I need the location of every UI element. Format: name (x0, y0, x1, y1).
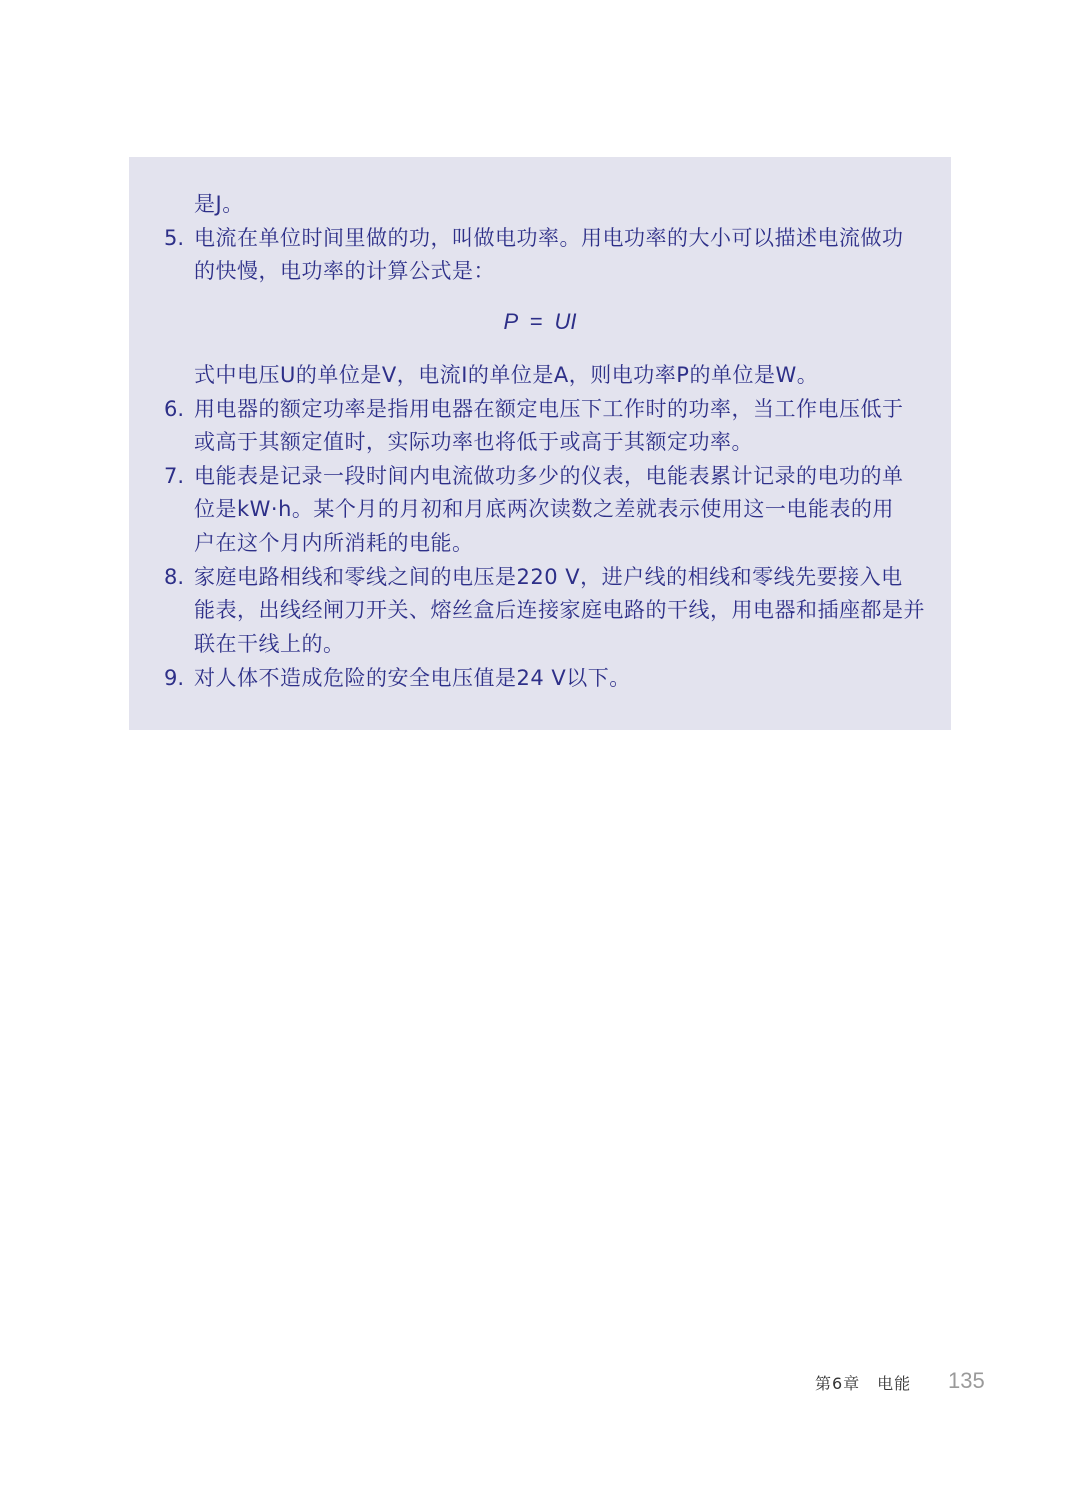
formula-note: 式中电压U的单位是V，电流I的单位是A，则电功率P的单位是W。 (194, 363, 819, 387)
item-9-line-1: 对人体不造成危险的安全电压值是24 V以下。 (194, 666, 631, 690)
item-8-line-1: 家庭电路相线和零线之间的电压是220 V，进户线的相线和零线先要接入电 (194, 565, 903, 589)
item-6-line-1: 用电器的额定功率是指用电器在额定电压下工作时的功率，当工作电压低于 (194, 397, 904, 421)
item-number: 6. (164, 397, 185, 421)
power-formula: P = UI (503, 309, 577, 334)
item-7-line-2: 位是kW·h。某个月的月初和月底两次读数之差就表示使用这一电能表的用 (194, 497, 894, 521)
footer-chapter-title: 第6章 电能 (815, 1374, 912, 1393)
item-number: 9. (164, 666, 185, 690)
item-number: 7. (164, 464, 185, 488)
item-7-line-1: 电能表是记录一段时间内电流做功多少的仪表，电能表累计记录的电功的单 (194, 464, 904, 488)
page-number: 135 (948, 1368, 985, 1393)
item-number: 5. (164, 226, 185, 250)
item-5-line-2: 的快慢，电功率的计算公式是： (194, 259, 495, 283)
item-6-line-2: 或高于其额定值时，实际功率也将低于或高于其额定功率。 (194, 430, 753, 454)
item-5-line-1: 电流在单位时间里做的功，叫做电功率。用电功率的大小可以描述电流做功 (194, 226, 904, 250)
item-7-line-3: 户在这个月内所消耗的电能。 (194, 531, 474, 555)
summary-box (129, 157, 951, 730)
item-8-line-3: 联在干线上的。 (194, 632, 345, 656)
item-number: 8. (164, 565, 185, 589)
continuation-line: 是J。 (194, 192, 244, 216)
item-8-line-2: 能表，出线经闸刀开关、熔丝盒后连接家庭电路的干线，用电器和插座都是并 (194, 598, 925, 622)
